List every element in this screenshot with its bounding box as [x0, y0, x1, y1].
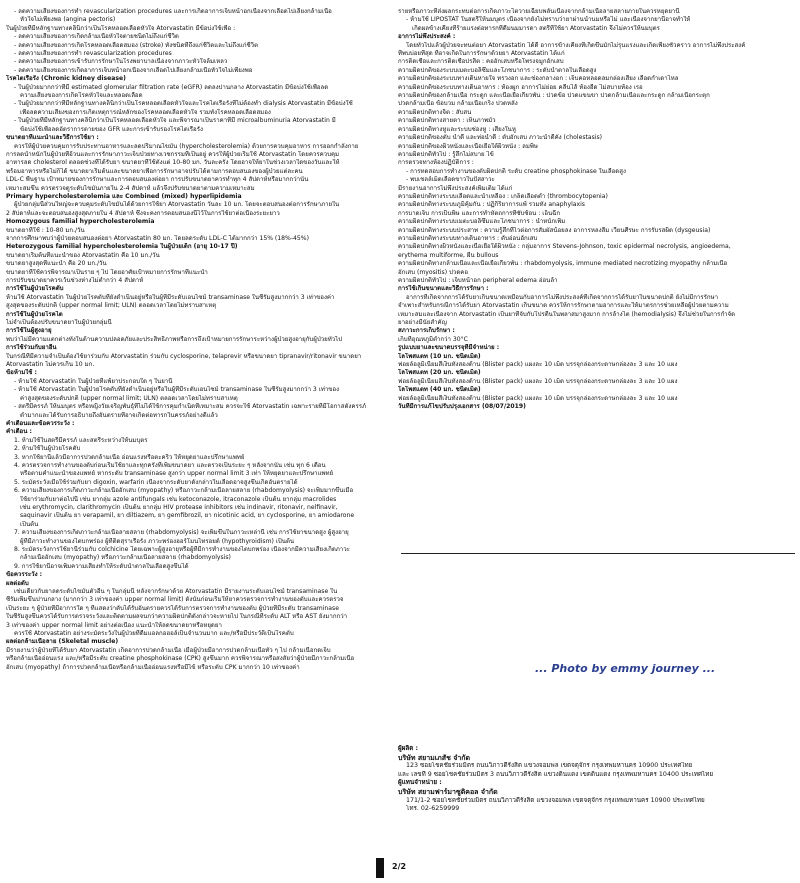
text-line: Atorvastatin ไม่ควรเกิน 10 มก.	[6, 361, 95, 369]
text-line: หรือตามคำแนะนำของแพทย์ หากระดับ transaminase สูงกว่า upper normal limit 3 เท่า ให้หยุดยาและปรึกษาแพทย์	[20, 470, 334, 478]
text-line: ขนาดยาสูงสุดที่แนะนำ คือ 20 มก./วัน	[6, 260, 107, 268]
text-line: ฟอยล์อลูมิเนียมสีเงินทั้งสองด้าน (Blister pack) แผงละ 10 เม็ด บรรจุกล่องกระดาษกล่องละ 3 และ 10 แผง	[398, 394, 678, 402]
text-line: อักเสบ (myositis) ปวดคอ	[398, 268, 469, 276]
text-line: จากการศึกษาพบว่าผู้ป่วยตอบสนองต่อยา Atorvastatin 80 มก. โดยลดระดับ LDL-C ได้มากกว่า 15% (18%-45%)	[6, 234, 309, 242]
text-line: - ลดความเสี่ยงของการเกิดอาการเจ็บหน้าอกเนื่องจากเลือดไปเลี้ยงกล้ามเนื้อหัวใจไม่เพียงพอ	[14, 66, 253, 74]
text-line: ที่พบบ่อยที่สุด ที่อาจเกิดในการรักษาด้วยยา Atorvastatin ได้แก่	[398, 50, 565, 58]
text-line: ในกรณีที่มีความจำเป็นต้องใช้ยาร่วมกับ Atorvastatin ร่วมกับ cyclosporine, telaprevir หรือขนาดยา tipranavir/ritonavir ขนาดยา	[6, 352, 362, 360]
text-line: ขนาดยาเริ่มต้นที่แนะนำของ Atorvastatin คือ 10 มก./วัน	[6, 251, 160, 259]
text-line: โลโพสแตท (10 มก. ชนิดเม็ด)	[398, 352, 481, 360]
text-line: - ในผู้ป่วยมากกว่าที่มี estimated glomerular filtration rate (eGFR) ลดลงปานกลาง Atorvastatin มีข้อบ่งใช้เพื่อลด	[14, 83, 329, 91]
text-line: การตรวจทางห้องปฏิบัติการ :	[398, 159, 474, 167]
text-line: กล้ามเนื้ออักเสบ (myopathy) หรือภาวะกล้ามเนื้อลายสลาย (rhabdomyolysis)	[20, 554, 231, 562]
text-line: มีรายงานว่าผู้ป่วยที่ได้รับยา Atorvastatin เกิดอาการปวดกล้ามเนื้อ เมื่อผู้ป่วยมีอาการปวดกล้ามเนื้อทั่ว ๆ ไป กล้ามเนื้อกดเจ็บ	[6, 646, 331, 654]
text-line: - ห้ามใช้ LIPOSTAT ในสตรีให้นมบุตร เนื่องจากยังไม่ทราบว่ายาผ่านน้ำนมหรือไม่ และเนื่องจากยานี้อาจทำให้	[406, 16, 691, 24]
text-line: ในผู้ป่วยที่มีหลักฐานทางคลินิกว่าเป็นโรคหลอดเลือดหัวใจ Atorvastatin มีข้อบ่งใช้เพื่อ :	[6, 24, 236, 32]
text-line: โดยทั่วไปแล้วผู้ป่วยจะทนต่อยา Atorvastatin ได้ดี อาการข้างเคียงที่เกิดขึ้นมักไม่รุนแรงและเกิดเพียงชั่วคราว อาการไม่พึงประสงค์	[406, 41, 746, 49]
text-line: 4. ควรตรวจการทำงานของตับก่อนเริ่มใช้ยาและทุกครั้งที่เพิ่มขนาดยา และตรวจเป็นระยะ ๆ หลังจากนั้น เช่น ทุก 6 เดือน	[14, 461, 326, 469]
text-line: - ลดความเสี่ยงของการเกิดโรคหลอดเลือดสมอง (stroke) ทั้งชนิดที่ถึงแก่ชีวิตและไม่ถึงแก่ชีวิต	[14, 41, 259, 49]
text-line: สภาวะการเก็บรักษา :	[398, 327, 455, 335]
text-line: โลโพสแตท (20 มก. ชนิดเม็ด)	[398, 369, 481, 377]
text-line: ห้ามใช้ Atorvastatin ในผู้ป่วยโรคตับที่ยังดำเนินอยู่หรือในผู้ที่มีระดับเอนไซม์ transaminase ในซีรัมสูงมากกว่า 3 เท่าของค่า	[6, 293, 335, 301]
text-line: ความเสี่ยงของการเกิดโรคหัวใจและหลอดเลือด	[20, 92, 143, 100]
text-line: เช่นเดียวกับยาลดระดับไขมันตัวอื่น ๆ ในกลุ่มนี้ หลังจากรักษาด้วย Atorvastatin มีรายงานระดับเอนไซม์ transaminase ใน	[14, 588, 338, 596]
text-line: การลดน้ำหนักในผู้ป่วยที่อ้วนและการรักษาภาวะเจ็บป่วยทางเวชกรรมที่เป็นอยู่ ควรให้ผู้ป่วยเริ่มใช้ Atorvastatin โดยควรควบคุม	[6, 150, 340, 158]
text-line: การใช้ในผู้ป่วยโรคไต	[6, 310, 63, 318]
text-line: 1. ห้ามใช้ในสตรีมีครรภ์ และสตรีระหว่างให้นมบุตร	[14, 436, 148, 444]
text-line: อักเสบ (myopathy) ถ้าการปวดกล้ามเนื้อหรือกล้ามเนื้ออ่อนแรงหรือมีไข้ หรือระดับ CPK มากกว่า 10 เท่าของค่า	[6, 663, 300, 671]
text-line: ผลต่อตับ	[6, 579, 29, 587]
text-line: เหมาะสมขึ้น ควรตรวจดูระดับไขมันภายใน 2-4 สัปดาห์ แล้วจึงปรับขนาดยาตามความเหมาะสม	[6, 184, 255, 192]
text-line: 6. ความเสี่ยงของการเกิดภาวะกล้ามเนื้ออักเสบ (myopathy) หรือภาวะกล้ามเนื้อลายสลาย (rhabdomyolysis) จะเพิ่มมากขึ้นเมื่อ	[14, 487, 354, 495]
text-line: โลโพสแตท (40 มก. ชนิดเม็ด)	[398, 386, 481, 394]
text-line: - ห้ามใช้ Atorvastatin ในผู้ป่วยโรคตับที่ยังดำเนินอยู่หรือในผู้ที่มีระดับเอนไซม์ transaminase ในซีรัมสูงมากกว่า 3 เท่าของ	[14, 386, 340, 394]
distributor-name: บริษัท สยามฟาร์มาซูติคอล จำกัด	[398, 787, 498, 796]
text-line: ความผิดปกติทางระบบประสาท : ความรู้สึกที่ไวต่อการสัมผัสน้อยลง อาการหลงลืม เวียนศีรษะ การรับรสผิด (dysgeusia)	[398, 226, 711, 234]
text-line: ไม่จำเป็นต้องปรับขนาดยาในผู้ป่วยกลุ่มนี้	[6, 319, 112, 327]
text-line: อาการที่เกิดจากการได้รับยาเกินขนาดเหมือนกับอาการไม่พึงประสงค์ที่เกิดจากการได้รับยาในขนาดปกติ ยังไม่มีการรักษา	[406, 293, 719, 301]
text-line: 5. ระมัดระวังเมื่อใช้ร่วมกับยา digoxin, warfarin เนื่องจากระดับยาดังกล่าวในเลือดอาจสูงขึ้นเกิดอันตรายได้	[14, 478, 298, 486]
text-line: เก็บที่อุณหภูมิต่ำกว่า 30°C	[398, 335, 468, 343]
right-column-text	[398, 8, 792, 412]
text-line: ข้อบ่งใช้เพื่อลดอัตราการตายของ GFR และการเข้ารับรองโรคไตเรื้อรัง	[20, 125, 203, 133]
text-line: ค่าสูงสุดของระดับปกติ (upper normal limit; ULN) ตลอดเวลาโดยไม่ทราบสาเหตุ	[20, 394, 238, 402]
producer-address-1: 123 ซอยโชคชัยร่วมมิตร ถนนวิภาวดีรังสิต แขวงจอมพล เขตจตุจักร กรุงเทพมหานคร 10900 ประเทศไทย	[406, 762, 693, 770]
text-line: 3. หากใช้ยานี้แล้วมีอาการปวดกล้ามเนื้อ อ่อนแรงหรือตะคริว ให้หยุดยาและปรึกษาแพทย์	[14, 453, 245, 461]
text-line: เพื่อลดความเสี่ยงของการเกิดเหตุการณ์หลักของโรคหลอดเลือดหัวใจ รวมทั้งโรคหลอดเลือดสมอง	[20, 108, 271, 116]
text-line: Heterozygous familial hypercholesterolemia ในผู้ป่วยเด็ก (อายุ 10-17 ปี)	[6, 243, 238, 251]
text-line: ควรใช้ Atorvastatin อย่างระมัดระวังในผู้ป่วยที่ดื่มแอลกอฮอล์เป็นจำนวนมาก และ/หรือมีประวัติเป็นโรคตับ	[14, 630, 294, 638]
text-line: ปวดกล้ามเนื้อ ข้อบวม กล้ามเนื้อเกร็ง ปวดหลัง	[398, 100, 518, 108]
text-line: ยาอย่างมีนัยสำคัญ	[398, 319, 447, 327]
manufacturer-block	[398, 745, 792, 814]
text-line: การปรับขนาดยาควรเว้นช่วงห่างไม่ต่ำกว่า 4 สัปดาห์	[6, 277, 144, 284]
text-line: - ในผู้ป่วยมากกว่าที่มีหลักฐานทางคลินิกว่าเป็นโรคหลอดเลือดหัวใจและโรคไตเรื้อรังที่ไม่ต้องทำ dialysis Atorvastatin มีข้อบ่งใช้	[14, 100, 353, 108]
text-line: ต่ำมากและได้รับการอธิบายถึงอันตรายที่อาจเกิดต่อทารกในครรภ์อย่างดีแล้ว	[20, 411, 218, 419]
page-number: 2/2	[392, 862, 407, 871]
text-line: ผู้ที่มีภาวะทำงานของไตบกพร่อง ผู้ที่ติดสุราเรื้อรัง ภาวะพร่องฮอร์โมนไทรอยด์ (hypothyroidism) เป็นต้น	[20, 537, 295, 545]
text-line: - ลดความเสี่ยงของการทำ revascularization procedures และการเกิดอาการเจ็บหน้าอกเนื่องจากเลือดไปเลี้ยงกล้ามเนื้อ	[14, 8, 332, 15]
text-line: ความผิดปกติทางระบบเมตะบอลิซึมและโภชนาการ : น้ำหนักเพิ่ม	[398, 218, 566, 226]
text-line: - ในผู้ป่วยที่มีหลักฐานทางคลินิกว่าเป็นโรคหลอดเลือดหัวใจ และพิจารณาเป็นราคาที่มี microalbuminuria Atorvastatin มี	[14, 117, 336, 125]
text-line: LDL-C พื้นฐาน เป้าหมายของการรักษาและการตอบสนองต่อยา การปรับขนาดยาควรทำทุก 4 สัปดาห์หรือมากกว่านั้น	[6, 176, 309, 184]
text-line: พร้อมอาหารหรือไม่ก็ได้ ขนาดยาเริ่มต้นและขนาดยาเพื่อการรักษาอาจปรับได้ตามการตอบสนองของผู้ป่วยแต่ละคน	[6, 167, 303, 175]
text-line: พบว่าไม่มีความแตกต่างทั้งในด้านความปลอดภัยและประสิทธิภาพหรือการถึงเป้าหมายการรักษาระหว่างผู้ป่วยสูงอายุกับผู้ป่วยทั่วไป	[6, 335, 343, 343]
text-line: erythema multiforme, ผื่น bullous	[398, 251, 499, 259]
text-line: ขนาดยาที่แนะนำและวิธีการใช้ยา :	[6, 134, 99, 142]
text-line: คำเตือนและข้อควรระวัง :	[6, 419, 75, 427]
producer-name: บริษัท สยามเภสัช จำกัด	[398, 753, 471, 762]
text-line: อาหารลด cholesterol ตลอดช่วงที่ได้รับยา ขนาดยาที่ใช้ตั้งแต่ 10-80 มก. วันละครั้ง โดยอาจให้ยาในช่วงเวลาใดของวันและให้	[6, 159, 340, 167]
text-line: ความผิดปกติทางสายตา : เห็นภาพมัว	[398, 117, 496, 125]
text-line: 2. ห้ามใช้ในผู้ป่วยโรคตับ	[14, 445, 81, 453]
left-column-text	[6, 8, 378, 672]
text-line: ความผิดปกติทั่วไป : รู้สึกไม่สบาย ไข้	[398, 150, 494, 158]
text-line: ข้อควรระวัง :	[6, 571, 43, 579]
text-line: - ลดความเสี่ยงของการเข้ารับการรักษาในโรงพยาบาลเนื่องจากภาวะหัวใจล้มเหลว	[14, 58, 228, 66]
distributor-label: ผู้แทนจำหน่าย :	[398, 779, 442, 787]
text-line: 7. ความเสี่ยงของการเกิดภาวะกล้ามเนื้อลายสลาย (rhabdomyolysis) จะเพิ่มขึ้นในภาวะเหล่านี้ เช่น การใช้ยาขนาดสูง ผู้สูงอายุ	[14, 529, 349, 537]
text-line: - ห้ามใช้ Atorvastatin ในผู้ป่วยที่แพ้ยาประกอบใด ๆ ในยานี้	[14, 377, 173, 385]
text-line: อาการไม่พึงประสงค์ :	[398, 33, 456, 41]
text-line: เกิดผลข้างเคียงที่ร้ายแรงต่อทารกที่ดื่มนมมารดา สตรีที่ใช้ยา Atorvastatin จึงไม่ควรให้นมบุตร	[412, 24, 660, 32]
distributor-address: 171/1-2 ซอยโชคชัยร่วมมิตร ถนนวิภาวดีรังสิต แขวงจอมพล เขตจตุจักร กรุงเทพมหานคร 10900 ประเทศไทย	[406, 796, 705, 804]
text-line: ฟอยล์อลูมิเนียมสีเงินทั้งสองด้าน (Blister pack) แผงละ 10 เม็ด บรรจุกล่องกระดาษกล่องละ 3 และ 10 แผง	[398, 361, 678, 369]
page-marker-bar	[376, 858, 384, 878]
text-line: เช่น erythromycin, clarithromycin เป็นต้น ยากลุ่ม HIV protease inhibitors เช่น indinavir, ritonavir, nelfinavir,	[20, 503, 338, 511]
text-line: ฟอยล์อลูมิเนียมสีเงินทั้งสองด้าน (Blister pack) แผงละ 10 เม็ด บรรจุกล่องกระดาษกล่องละ 3 และ 10 แผง	[398, 377, 678, 385]
text-line: ความผิดปกติทางกล้ามเนื้อและเนื้อเยื่อเกี่ยวพัน : rhabdomyolysis, immune mediated necrotizing myopathy กล้ามเนื้อ	[398, 260, 728, 268]
text-line: ความผิดปกติทางระบบเลือดและน้ำเหลือง : เกล็ดเลือดต่ำ (thrombocytopenia)	[398, 192, 608, 200]
text-line: คำเตือน :	[6, 428, 32, 436]
text-line: ความผิดปกติของระบบทางเดินหายใจ ทรวงอก และช่องกลางอก : เจ็บคอหลอดลมกล่องเสียง เลือดกำเดาไหล	[398, 75, 679, 83]
text-line: 9. การใช้ยานี้อาจเพิ่มความเสี่ยงทำให้ระดับน้ำตาลในเลือดสูงขึ้นได้	[14, 562, 189, 570]
text-line: ความผิดปกติของระบบเมตะบอลิซึมและโภชนาการ : ระดับน้ำตาลในเลือดสูง	[398, 66, 597, 74]
text-line: - ลดความเสี่ยงของการเกิดกล้ามเนื้อหัวใจตายชนิดไม่ถึงแก่ชีวิต	[14, 33, 179, 41]
text-line: - สตรีมีครรภ์ ให้นมบุตร หรือหญิงวัยเจริญพันธุ์ที่ไม่ได้ใช้การคุมกำเนิดที่เหมาะสม ควรจะใช้ Atorvastatin เฉพาะรายที่มีโอกาสตั้งครรภ์	[14, 403, 367, 411]
text-line: saquinavir เป็นต้น ยา verapamil, ยา diltiazem, ยา gemfibrozil, ยา nicotinic acid, ยา cyclosporine, ยา amiodarone	[20, 512, 355, 520]
text-line: รูปแบบยาและขนาดบรรจุที่มีจำหน่าย :	[398, 344, 500, 352]
text-line: สูงสุดของระดับปกติ (upper normal limit; ULN) ตลอดเวลาโดยไม่ทราบสาเหตุ	[6, 302, 217, 310]
text-line: ขนาดยาที่ใช้ควรพิจารณาเป็นราย ๆ ไป โดยอาศัยเป้าหมายการรักษาที่แนะนำ	[6, 268, 208, 276]
text-line: ความผิดปกติทางระบบภูมิคุ้มกัน : ปฏิกิริยาการแพ้ รวมทั้ง anaphylaxis	[398, 201, 585, 209]
text-line: Homozygous familial hypercholesterolemia	[6, 218, 155, 226]
text-line: - พบเชลล์เม็ดเลือดขาวในปัสสาวะ	[406, 176, 495, 184]
text-line: รายหรือภาวะที่ส่งผลกระทบต่อการเกิดภาวะไตวายเฉียบพลันเนื่องจากกล้ามเนื้อลายสลายภายในควรหยุดยานี้	[398, 8, 680, 15]
text-line: ความผิดปกติของกล้ามเนื้อ กระดูก และเนื้อเยื่อเกี่ยวพัน : ปวดข้อ ปวดแขนขา ปวดกล้ามเนื้อและกระดูก กล้ามเนื้อกระตุก	[398, 92, 710, 100]
producer-label: ผู้ผลิต :	[398, 745, 419, 752]
section-divider	[401, 553, 795, 554]
text-line: ผลต่อกล้ามเนื้อลาย (Skeletal muscle)	[6, 638, 119, 646]
text-line: วันที่มีการแก้ไขปรับปรุงเอกสาร (08/07/2019)	[398, 403, 526, 411]
text-line: การใช้ในผู้ป่วยโรคตับ	[6, 285, 64, 293]
text-line: ความผิดปกติทางจิต : สับสน	[398, 108, 472, 116]
text-line: การใช้ร่วมกับยาอื่น	[6, 344, 57, 352]
photo-credit: ... Photo by emmy journey ...	[535, 662, 716, 675]
text-line: 8. ระมัดระวังการใช้ยานี้ร่วมกับ colchicine โดยเฉพาะผู้สูงอายุหรือผู้ที่มีการทำงานของไตบกพร่อง เนื่องจากมีความเสี่ยงเกิดภาวะ	[14, 546, 350, 553]
text-line: ข้อห้ามใช้ :	[6, 369, 37, 377]
distributor-phone: โทร. 02-6259999	[406, 805, 460, 813]
text-line: เป็นต้น	[20, 520, 39, 528]
text-line: ขนาดยาที่ใช้ : 10-80 มก./วัน	[6, 226, 85, 234]
text-line: ความผิดปกติของระบบทางเดินอาหาร : ท้องผูก อาการไม่ย่อย คลื่นไส้ ท้องอืด ไม่สบายท้อง เรอ	[398, 83, 643, 91]
text-line: หัวใจไม่เพียงพอ (angina pectoris)	[20, 16, 116, 24]
text-line: จำเพาะสำหรับกรณีการได้รับยา Atorvastatin เกินขนาด ควรให้การรักษาตามอาการและให้มาตรการช่วยเหลือผู้ป่วยตามความ	[398, 302, 729, 310]
text-line: ความผิดปกติทั่วไป : เจ็บหน้าอก peripheral edema อ่อนล้า	[398, 277, 558, 284]
producer-address-2: และ เลขที่ 9 ซอยโชคชัยร่วมมิตร 3 ถนนวิภาวดีรังสิต แขวงดินแดง เขตดินแดง กรุงเทพมหานคร 10400 ประเทศไทย	[398, 770, 714, 778]
text-line: การใช้เกินขนาดและวิธีการรักษา :	[398, 285, 489, 293]
text-line: ความผิดปกติของตับ น้ำดี และท่อน้ำดี : ตับอักเสบ ภาวะน้ำดีคั่ง (cholestasis)	[398, 134, 603, 142]
text-line: 2 สัปดาห์และจะตอบสนองสูงสุดภายใน 4 สัปดาห์ ซึ่งจะคงการตอบสนองนี้ไว้ในการใช้ยาต่อเนื่องระยะยาว	[6, 209, 280, 217]
text-line: ซีรัมเพิ่มขึ้นปานกลาง (มากกว่า 3 เท่าของค่า upper normal limit) ดังนั้นก่อนเริ่มให้ยาควรตรวจการทำงานของตับและควรตรวจ	[6, 596, 344, 604]
text-line: ในซีรัมสูงขึ้นควรได้รับการตรวจระวังและติดตามผลจนกว่าความผิดปกติดังกล่าวจะหายไป ในกรณีที่ระดับ ALT หรือ AST ยังมากกว่า	[6, 613, 348, 621]
text-line: เหมาะสมและเนื่องจาก Atorvastatin เป็นยาที่จับกับโปรตีนในพลาสมาสูงมาก การล้างไต (hemodialysis) จึงไม่ช่วยในการกำจัด	[398, 310, 736, 318]
text-line: เป็นระยะ ๆ ผู้ป่วยที่มีอาการใด ๆ ที่แสดงว่าตับได้รับอันตรายควรได้รับการตรวจการทำงานของตับ ผู้ป่วยที่มีระดับ transaminase	[6, 604, 339, 612]
text-line: - การทดสอบการทำงานของตับผิดปกติ ระดับ creatine phosphokinase ในเลือดสูง	[406, 167, 626, 175]
text-line: 3 เท่าของค่า upper normal limit อย่างต่อเนื่อง แนะนำให้ลดขนาดยาหรือหยุดยา	[6, 621, 222, 629]
text-line: การติดเชื้อและการติดเชื้อปรสิต : คออักเสบหรือโพรงจมูกอักเสบ	[398, 58, 564, 66]
text-line: หรือกล้ามเนื้ออ่อนแรง และ/หรือมีระดับ creatine phosphokinase (CPK) สูงขึ้นมาก ควรพิจารณาหรือสงสัยว่าผู้ป่วยมีภาวะกล้ามเนื้อ	[6, 655, 355, 663]
text-line: มีรายงานอาการไม่พึงประสงค์เพิ่มเติม ได้แก่	[398, 184, 513, 192]
text-line: โรคไตเรื้อรัง (Chronic kidney disease)	[6, 75, 126, 83]
text-line: - ลดความเสี่ยงของการทำ revascularization procedures	[14, 50, 172, 58]
text-line: Primary hypercholesterolemia และ Combined (mixed) hyperlipidemia	[6, 192, 242, 200]
text-line: ผู้ป่วยกลุ่มนี้ส่วนใหญ่จะควบคุมระดับไขมันได้ด้วยการใช้ยา Atorvastatin วันละ 10 มก. โดยจะตอบสนองต่อการรักษาภายใน	[14, 201, 340, 209]
text-line: ควรให้ผู้ป่วยควบคุมการรับประทานอาหารและลดปริมาณไขมัน (hypercholesterolemia) ด้วยการควบคุมอาหาร การออกกำลังกาย	[14, 142, 359, 150]
text-line: การใช้ในผู้สูงอายุ	[6, 327, 52, 335]
text-line: ความผิดปกติทางผิวหนังและเนื้อเยื่อใต้ผิวหนัง : กลุ่มอาการ Stevens-Johnson, toxic epidermal necrolysis, angioedema,	[398, 243, 731, 251]
text-line: การบาดเจ็บ การเป็นพิษ และการทำหัตถการที่ซับซ้อน : เอ็นฉีก	[398, 209, 561, 217]
text-line: ความผิดปกติของผิวหนังและเนื้อเยื่อใต้ผิวหนัง : ลมพิษ	[398, 142, 538, 150]
text-line: ใช้ยาร่วมกับยาต่อไปนี้ เช่น ยากลุ่ม azole antifungals เช่น ketoconazole, itraconazole เป็นต้น ยากลุ่ม macrolides	[20, 495, 337, 503]
text-line: ความผิดปกติทางระบบทางเดินอาหาร : ตับอ่อนอักเสบ	[398, 234, 538, 242]
text-line: ความผิดปกติทางหูและระบบช่องหู : เสียงในหู	[398, 125, 516, 133]
